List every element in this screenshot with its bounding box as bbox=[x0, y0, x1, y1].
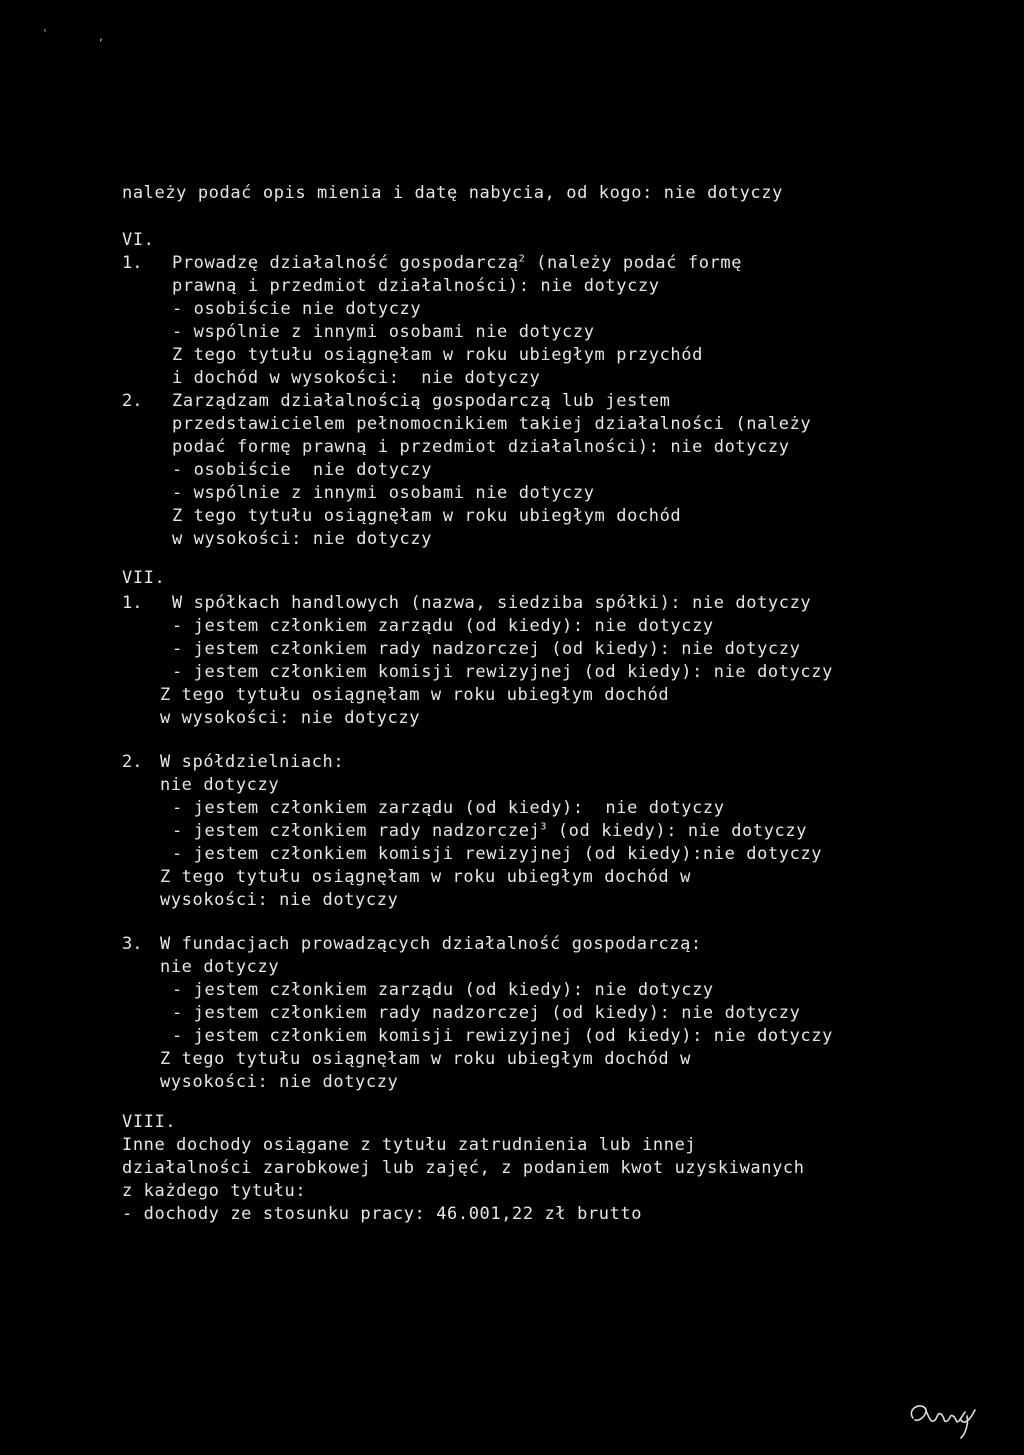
line-text: - jestem członkiem rady nadzorczej bbox=[172, 821, 541, 841]
section-vi-heading: VI. bbox=[122, 230, 155, 250]
section-vii-item2-line: wysokości: nie dotyczy bbox=[160, 890, 399, 910]
section-vi-item2-line: - wspólnie z innymi osobami nie dotyczy bbox=[172, 483, 595, 503]
section-vii-item2-line: - jestem członkiem zarządu (od kiedy): nie dotyczy bbox=[172, 798, 725, 818]
section-viii-line: z każdego tytułu: bbox=[122, 1181, 307, 1201]
section-vii-item1-line: Z tego tytułu osiągnęłam w roku ubiegłym dochód bbox=[160, 685, 670, 705]
section-vi-item2-line: Z tego tytułu osiągnęłam w roku ubiegłym dochód bbox=[172, 506, 682, 526]
section-vi-item1-line: i dochód w wysokości: nie dotyczy bbox=[172, 368, 541, 388]
section-vii-item3-number: 3. bbox=[122, 934, 143, 954]
line-text: (od kiedy): nie dotyczy bbox=[547, 821, 808, 841]
signature-image bbox=[905, 1390, 985, 1440]
section-vi-item1-line: prawną i przedmiot działalności): nie dotyczy bbox=[172, 276, 660, 296]
section-vi-item1-number: 1. bbox=[122, 253, 143, 273]
section-viii-line: - dochody ze stosunku pracy: 46.001,22 zł brutto bbox=[122, 1204, 643, 1224]
section-vi-item2-line: - osobiście nie dotyczy bbox=[172, 460, 433, 480]
section-vii-item1-line: w wysokości: nie dotyczy bbox=[160, 708, 421, 728]
scan-mark: ' bbox=[42, 28, 49, 39]
section-vii-item2-number: 2. bbox=[122, 752, 143, 772]
section-viii-line: Inne dochody osiągane z tytułu zatrudnienia lub innej bbox=[122, 1135, 697, 1155]
section-vi-item1-line: - osobiście nie dotyczy bbox=[172, 299, 422, 319]
section-vii-item1-line: W spółkach handlowych (nazwa, siedziba spółki): nie dotyczy bbox=[172, 593, 812, 613]
section-vii-item3-line: - jestem członkiem rady nadzorczej (od kiedy): nie dotyczy bbox=[172, 1003, 801, 1023]
section-vii-item3-line: W fundacjach prowadzących działalność gospodarczą: bbox=[160, 934, 702, 954]
section-vi-item1-line: Z tego tytułu osiągnęłam w roku ubiegłym przychód bbox=[172, 345, 703, 365]
line-text: (należy podać formę bbox=[525, 253, 743, 273]
section-vii-item2-line: nie dotyczy bbox=[160, 775, 280, 795]
section-vii-item3-line: - jestem członkiem zarządu (od kiedy): nie dotyczy bbox=[172, 980, 714, 1000]
footnote-marker: 3 bbox=[540, 821, 548, 833]
section-vi-item1-line: - wspólnie z innymi osobami nie dotyczy bbox=[172, 322, 595, 342]
footnote-marker: 2 bbox=[518, 253, 526, 265]
section-vi-item2-line: przedstawicielem pełnomocnikiem takiej działalności (należy bbox=[172, 414, 812, 434]
section-vii-item2-line bbox=[172, 821, 807, 841]
section-vi-item2-number: 2. bbox=[122, 391, 143, 411]
section-vii-item3-line: nie dotyczy bbox=[160, 957, 280, 977]
section-viii-line: działalności zarobkowej lub zajęć, z podaniem kwot uzyskiwanych bbox=[122, 1158, 805, 1178]
section-vii-item1-line: - jestem członkiem rady nadzorczej (od kiedy): nie dotyczy bbox=[172, 639, 801, 659]
line-text: Prowadzę działalność gospodarczą bbox=[172, 253, 519, 273]
section-vi-item2-line: podać formę prawną i przedmiot działalności): nie dotyczy bbox=[172, 437, 790, 457]
section-viii-heading: VIII. bbox=[122, 1112, 177, 1132]
section-vii-item3-line: - jestem członkiem komisji rewizyjnej (od kiedy): nie dotyczy bbox=[172, 1026, 833, 1046]
section-vi-item1-line bbox=[172, 253, 742, 273]
section-vi-item2-line: w wysokości: nie dotyczy bbox=[172, 529, 433, 549]
section-vii-item3-line: Z tego tytułu osiągnęłam w roku ubiegłym dochód w bbox=[160, 1049, 691, 1069]
section-vii-item2-line: W spółdzielniach: bbox=[160, 752, 345, 772]
scan-mark: , bbox=[98, 32, 105, 43]
section-vii-item1-line: - jestem członkiem komisji rewizyjnej (od kiedy): nie dotyczy bbox=[172, 662, 833, 682]
intro-line: należy podać opis mienia i datę nabycia, od kogo: nie dotyczy bbox=[122, 183, 783, 203]
section-vii-item1-line: - jestem członkiem zarządu (od kiedy): nie dotyczy bbox=[172, 616, 714, 636]
section-vii-item3-line: wysokości: nie dotyczy bbox=[160, 1072, 399, 1092]
section-vii-item2-line: - jestem członkiem komisji rewizyjnej (od kiedy):nie dotyczy bbox=[172, 844, 823, 864]
section-vii-heading: VII. bbox=[122, 568, 166, 588]
section-vii-item2-line: Z tego tytułu osiągnęłam w roku ubiegłym dochód w bbox=[160, 867, 691, 887]
section-vi-item2-line: Zarządzam działalnością gospodarczą lub jestem bbox=[172, 391, 671, 411]
section-vii-item1-number: 1. bbox=[122, 593, 143, 613]
